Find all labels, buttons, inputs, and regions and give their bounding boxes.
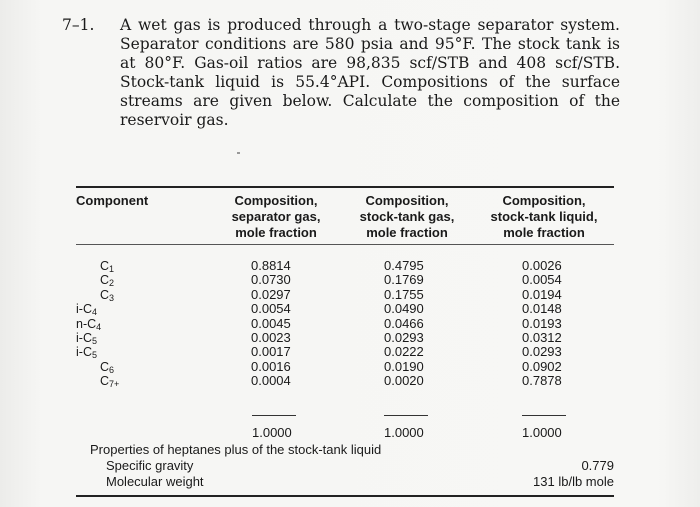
component-name — [88, 259, 119, 273]
table-cell: 0.0023 — [251, 330, 291, 346]
component-name — [76, 345, 119, 359]
component-subscript: 1 — [109, 264, 115, 274]
specific-gravity-value: 0.779 — [581, 458, 614, 473]
header-line: separator gas, — [231, 209, 321, 224]
header-stock-tank-liquid — [478, 193, 610, 241]
table-top-rule — [76, 186, 614, 188]
heptanes-plus-note: Properties of heptanes plus of the stock-tank liquid — [90, 442, 382, 457]
table-cell: 0.0293 — [384, 330, 424, 346]
component-subscript: 5 — [91, 350, 97, 361]
table-cell: 0.8814 — [251, 258, 291, 273]
component-base: C — [82, 345, 92, 360]
component-name — [76, 317, 119, 331]
table-cell: 0.4795 — [384, 258, 424, 273]
sum-rule-3 — [522, 415, 566, 416]
sum-rule-2 — [384, 415, 428, 416]
composition-table — [76, 186, 614, 496]
table-cell: 0.0054 — [522, 272, 562, 288]
component-subscript: 4 — [91, 307, 97, 318]
component-base: C — [100, 287, 110, 302]
problem-number: 7–1. — [62, 16, 95, 34]
table-cell: 0.0004 — [251, 373, 291, 389]
table-cell: 0.0902 — [522, 358, 562, 374]
table-cell: 0.1755 — [384, 286, 424, 302]
component-name — [88, 273, 119, 287]
table-cell: 0.0312 — [522, 330, 562, 346]
table-cell: 0.7878 — [522, 373, 562, 389]
component-column — [76, 259, 120, 390]
table-cell: 0.0293 — [522, 344, 562, 360]
specific-gravity-label: Specific gravity — [106, 458, 194, 473]
header-line: stock-tank gas, — [359, 209, 455, 224]
problem-text: A wet gas is produced through a two-stage separator system. Separator conditions are 580 psia and 95°F. The stock tank is at 80°F. Gas-oil ratios are 98,835 scf/STB and 408 scf/STB. Stock-tank liquid is 55.4°API. Compositions of the surface streams are given below. Calculate the composition of the reservoir gas. — [120, 16, 620, 129]
component-name — [88, 360, 119, 374]
header-line: mole fraction — [235, 225, 317, 240]
header-separator-gas — [216, 193, 336, 241]
header-line: mole fraction — [366, 225, 448, 240]
molecular-weight-value: 131 lb/lb mole — [533, 474, 614, 489]
component-name — [88, 288, 119, 302]
sum-rule-1 — [252, 415, 296, 416]
component-subscript: 6 — [109, 364, 115, 375]
table-cell: 0.0190 — [384, 358, 424, 374]
table-cell: 0.0045 — [251, 315, 291, 331]
component-base: C — [100, 359, 110, 374]
table-cell: 0.0020 — [384, 373, 424, 389]
component-prefix: i- — [76, 302, 83, 317]
component-base: C — [87, 316, 97, 331]
header-line: mole fraction — [503, 225, 585, 240]
component-subscript: 7+ — [109, 379, 120, 390]
table-cell: 0.0730 — [251, 272, 291, 288]
table-cell: 0.0193 — [522, 315, 562, 331]
component-base: C — [100, 273, 110, 288]
table-cell: 0.0222 — [384, 344, 424, 360]
component-base: C — [82, 302, 92, 317]
header-line: stock-tank liquid, — [490, 209, 598, 224]
header-line: Composition, — [234, 193, 318, 208]
component-subscript: 3 — [109, 292, 115, 303]
table-cell: 0.0194 — [522, 286, 562, 302]
table-cell: 0.0054 — [251, 301, 291, 317]
table-cell: 0.0490 — [384, 301, 424, 317]
component-base: C — [82, 331, 92, 346]
component-name — [76, 331, 119, 345]
table-cell: 0.0148 — [522, 301, 562, 317]
stray-mark — [237, 152, 240, 154]
table-cell: 0.0017 — [251, 344, 291, 360]
component-prefix: n- — [76, 316, 88, 331]
total-stock-tank-gas: 1.0000 — [384, 425, 424, 440]
table-cell: 0.0026 — [522, 258, 562, 273]
table-bottom-rule — [76, 495, 614, 497]
header-rule — [76, 244, 614, 245]
component-prefix: i- — [76, 331, 83, 346]
stock-tank-liquid-column — [522, 259, 562, 389]
table-cell: 0.0016 — [251, 358, 291, 374]
total-stock-tank-liquid: 1.0000 — [522, 425, 562, 440]
component-base: C — [100, 259, 110, 273]
total-separator-gas: 1.0000 — [252, 425, 292, 440]
component-subscript: 2 — [109, 278, 115, 289]
component-name — [76, 302, 119, 316]
separator-gas-column — [251, 259, 291, 389]
component-subscript: 5 — [91, 336, 97, 347]
component-subscript: 4 — [96, 321, 102, 332]
component-name — [88, 374, 119, 388]
header-line: Composition, — [502, 193, 586, 208]
component-base: C — [100, 374, 110, 389]
table-cell: 0.1769 — [384, 272, 424, 288]
header-component: Component — [76, 193, 149, 208]
header-line: Composition, — [365, 193, 449, 208]
molecular-weight-label: Molecular weight — [106, 474, 204, 489]
header-stock-tank-gas — [348, 193, 466, 241]
stock-tank-gas-column — [384, 259, 424, 389]
table-cell: 0.0297 — [251, 286, 291, 302]
component-prefix: i- — [76, 345, 83, 360]
table-cell: 0.0466 — [384, 315, 424, 331]
